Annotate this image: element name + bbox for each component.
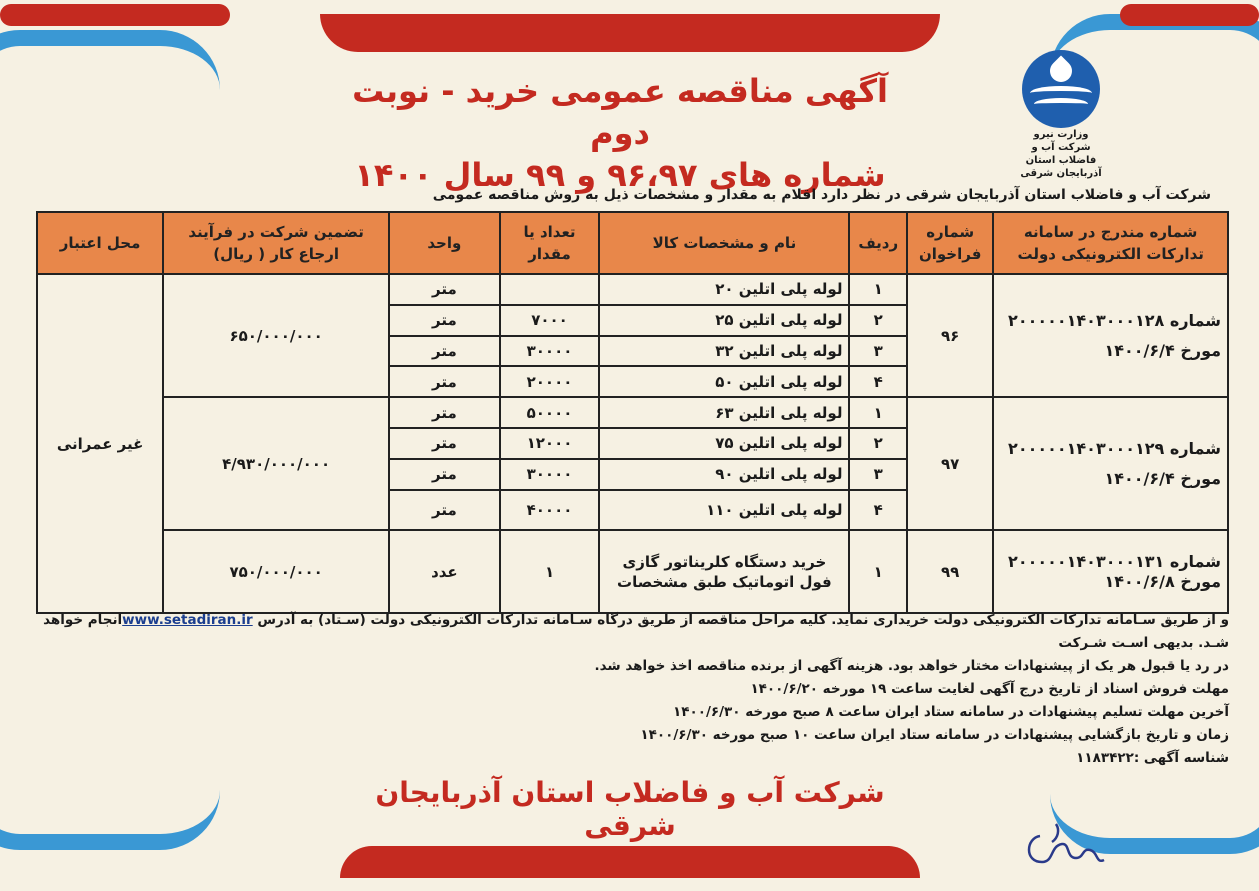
row-number: ۱ bbox=[849, 530, 907, 613]
group2-call: ۹۷ bbox=[907, 397, 993, 530]
row-qty: ۵۰۰۰۰ bbox=[500, 397, 600, 428]
row-qty: ۲۰۰۰۰ bbox=[500, 366, 600, 397]
row-item: لوله پلی اتلین ۲۵ bbox=[599, 305, 849, 336]
header-row: ردیف bbox=[849, 212, 907, 274]
row-qty: ۳۰۰۰۰ bbox=[500, 336, 600, 367]
water-drop-emblem-icon bbox=[1022, 50, 1100, 128]
row-item: لوله پلی اتلین ۶۳ bbox=[599, 397, 849, 428]
frame-red-corner-tl bbox=[0, 4, 230, 26]
row-qty: ۴۰۰۰۰ bbox=[500, 490, 600, 530]
logo-company-line2: آذربایجان شرقی bbox=[1020, 168, 1102, 179]
conditions-text bbox=[19, 609, 1229, 770]
header-call-number: شماره فراخوان bbox=[907, 212, 993, 274]
page-title bbox=[330, 70, 910, 196]
group3-ref-number: شماره ۲۰۰۰۰۰۱۴۰۳۰۰۰۱۳۱ bbox=[1008, 551, 1221, 571]
tender-table bbox=[36, 211, 1229, 614]
note-line5: زمان و تاریخ بازگشایی پیشنهادات در سامانه ستاد ایران ساعت ۱۰ صبح مورخه ۱۴۰۰/۶/۳۰ bbox=[640, 727, 1229, 743]
frame-red-top bbox=[320, 14, 940, 52]
header-qty: تعداد یا مقدار bbox=[500, 212, 600, 274]
frame-red-bottom bbox=[340, 846, 920, 878]
row-item: لوله پلی اتلین ۵۰ bbox=[599, 366, 849, 397]
table-header-row bbox=[37, 212, 1228, 274]
row-unit: متر bbox=[389, 274, 500, 305]
row-unit: متر bbox=[389, 305, 500, 336]
header-setad-number: شماره مندرج در سامانه تدارکات الکترونیکی دولت bbox=[993, 212, 1228, 274]
header-guarantee: تضمین شرکت در فرآیند ارجاع کار ( ریال) bbox=[163, 212, 389, 274]
note-line1 bbox=[19, 609, 1229, 655]
group3-guarantee: ۷۵۰/۰۰۰/۰۰۰ bbox=[163, 530, 389, 613]
frame-red-corner-tr bbox=[1120, 4, 1259, 26]
row-item: لوله پلی اتلین ۳۲ bbox=[599, 336, 849, 367]
note-line4: آخرین مهلت تسلیم پیشنهادات در سامانه ستاد ایران ساعت ۸ صبح مورخه ۱۴۰۰/۶/۳۰ bbox=[672, 704, 1229, 720]
group3-call: ۹۹ bbox=[907, 530, 993, 613]
group3-ref-date: مورخ ۱۴۰۰/۶/۸ bbox=[1104, 571, 1221, 591]
note-line1-b: انجام خواهد شـد. بدیهی اسـت شـرکت bbox=[43, 612, 1229, 651]
row-unit: متر bbox=[389, 397, 500, 428]
row-number: ۴ bbox=[849, 366, 907, 397]
group1-ref bbox=[993, 274, 1228, 397]
handwritten-signature-icon bbox=[1020, 818, 1110, 870]
group2-ref-number: شماره ۲۰۰۰۰۰۱۴۰۳۰۰۰۱۲۹ bbox=[1008, 438, 1221, 458]
row-unit: متر bbox=[389, 459, 500, 490]
row-qty bbox=[500, 274, 600, 305]
group3-ref bbox=[993, 530, 1228, 613]
row-number: ۲ bbox=[849, 428, 907, 459]
row-item: لوله پلی اتلین ۷۵ bbox=[599, 428, 849, 459]
row-unit: متر bbox=[389, 490, 500, 530]
row-unit: متر bbox=[389, 336, 500, 367]
title-line1: آگهی مناقصه عمومی خرید - نوبت دوم bbox=[352, 72, 888, 152]
logo-ministry: وزارت نیرو bbox=[1033, 129, 1089, 140]
row-item: لوله پلی اتلین ۹۰ bbox=[599, 459, 849, 490]
row-unit: عدد bbox=[389, 530, 500, 613]
note-line1-a: و از طریق سـامانه تدارکات الکترونیکی دولت خریداری نماید. کلیه مراحل مناقصه از طریق درگاه سـامانه تدارکات الکترونیکی دولت (سـتاد) به آدرس bbox=[257, 612, 1229, 628]
row-number: ۱ bbox=[849, 397, 907, 428]
note-line2: در رد یا قبول هر یک از پیشنهادات مختار خواهد بود. هزینه آگهی از برنده مناقصه اخذ خواهد شد. bbox=[594, 658, 1229, 674]
row-qty: ۱ bbox=[500, 530, 600, 613]
header-unit: واحد bbox=[389, 212, 500, 274]
group2-ref-date: مورخ ۱۴۰۰/۶/۴ bbox=[1104, 468, 1221, 488]
row-qty: ۳۰۰۰۰ bbox=[500, 459, 600, 490]
row-number: ۱ bbox=[849, 274, 907, 305]
row-qty: ۷۰۰۰ bbox=[500, 305, 600, 336]
row-item: خرید دستگاه کلریناتور گازی فول اتوماتیک طبق مشخصات bbox=[599, 530, 849, 613]
setad-link[interactable]: www.setadiran.ir bbox=[122, 612, 253, 628]
note-line3: مهلت فروش اسناد از تاریخ درج آگهی لغایت ساعت ۱۹ مورخه ۱۴۰۰/۶/۲۰ bbox=[750, 681, 1229, 697]
company-logo bbox=[1011, 50, 1111, 180]
row-number: ۲ bbox=[849, 305, 907, 336]
row-item: لوله پلی اتلین ۱۱۰ bbox=[599, 490, 849, 530]
credit-source: غیر عمرانی bbox=[37, 274, 163, 613]
intro-text: شرکت آب و فاضلاب استان آذربایجان شرقی در نظر دارد اقلام به مقدار و مشخصات ذیل به روش مناقصه عمومی bbox=[432, 187, 1211, 203]
row-number: ۳ bbox=[849, 459, 907, 490]
table-row bbox=[37, 274, 1228, 305]
header-credit: محل اعتبار bbox=[37, 212, 163, 274]
row-qty: ۱۲۰۰۰ bbox=[500, 428, 600, 459]
row-item: لوله پلی اتلین ۲۰ bbox=[599, 274, 849, 305]
header-item: نام و مشخصات کالا bbox=[599, 212, 849, 274]
group2-guarantee: ۴/۹۳۰/۰۰۰/۰۰۰ bbox=[163, 397, 389, 530]
group2-ref bbox=[993, 397, 1228, 530]
table-row bbox=[37, 397, 1228, 428]
row-unit: متر bbox=[389, 428, 500, 459]
group1-call: ۹۶ bbox=[907, 274, 993, 397]
title-line2: شماره های ۹۶،۹۷ و ۹۹ سال ۱۴۰۰ bbox=[354, 156, 886, 194]
group1-guarantee: ۶۵۰/۰۰۰/۰۰۰ bbox=[163, 274, 389, 397]
row-number: ۳ bbox=[849, 336, 907, 367]
group1-ref-number: شماره ۲۰۰۰۰۰۱۴۰۳۰۰۰۱۲۸ bbox=[1008, 310, 1221, 330]
group1-ref-date: مورخ ۱۴۰۰/۶/۴ bbox=[1104, 340, 1221, 360]
logo-company-line1: شرکت آب و فاضلاب استان bbox=[1025, 142, 1097, 166]
row-number: ۴ bbox=[849, 490, 907, 530]
row-unit: متر bbox=[389, 366, 500, 397]
note-line6: شناسه آگهی :۱۱۸۳۴۲۲ bbox=[1076, 750, 1229, 766]
footer-company-name: شرکت آب و فاضلاب استان آذربایجان شرقی bbox=[375, 776, 885, 842]
table-row bbox=[37, 530, 1228, 613]
